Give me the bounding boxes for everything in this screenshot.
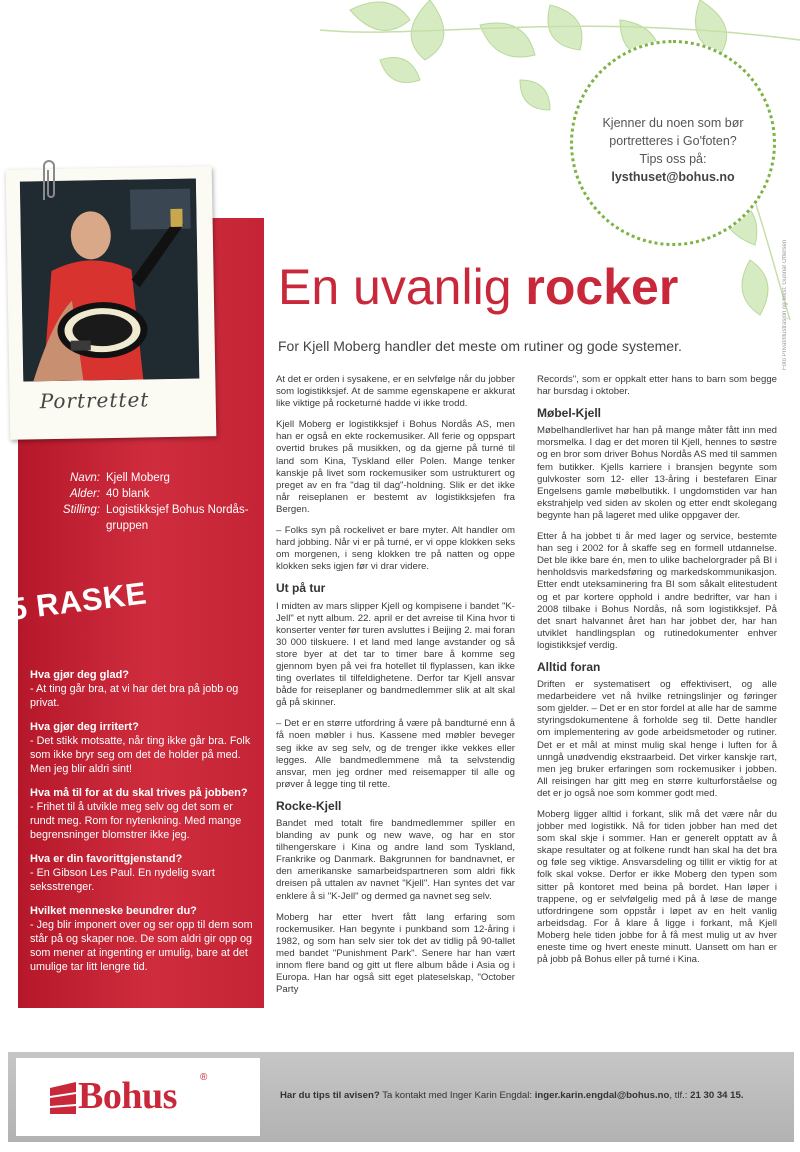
tip-email[interactable]: lysthuset@bohus.no xyxy=(611,170,735,184)
fact-position xyxy=(30,502,255,534)
tip-line-3: Tips oss på: xyxy=(639,152,707,166)
qa-answer: - Frihet til å utvikle meg selv og det som er rundt meg. Rom for nytenkning. Med mange begrensninger blomstrer ikke jeg. xyxy=(30,801,242,841)
photo-credit: Foto Privat/Illustrasjon og tekst: Gunnar Ottersen xyxy=(782,239,788,370)
footer-phone-label: , tlf.: xyxy=(669,1090,691,1101)
qa-question: Hva gjør deg glad? xyxy=(30,669,130,681)
headline-thin: En uvanlig xyxy=(278,259,526,315)
fact-key: Navn: xyxy=(69,472,100,484)
article-paragraph: Moberg ligger alltid i forkant, slik må det være når du jobber med logistikk. Nå for tiden jobber han med det som skal skje i sommer. Han er generelt opptatt av å skape resultater og at folkene rundt han skal ha det bra og føle seg viktige. Ansvarsdeling og tillit er viktig for at folk skal vokse. Derfor er ikke Moberg den typen som sitter på kontoret med beina på bordet. Han løper i trappene, og er selvfølgelig med på å løse de mange utfordringene som oppstår i løpet av en helt vanlig arbeidsdag. For å klare å ligge i forkant, må Kjell Moberg hele tiden jobbe for å få mest mulig ut av hver eneste time og hvert eneste minutt. Uansett om han er på jobb på Bohus eller på turné i Kina. xyxy=(537,809,777,966)
fact-key: Stilling: xyxy=(62,504,100,516)
headline xyxy=(278,252,778,322)
qa-item xyxy=(30,786,254,842)
portrait-label: Portrettet xyxy=(39,387,150,414)
article-column-1 xyxy=(276,374,515,1005)
fact-value: Logistikksjef Bohus Nordås-gruppen xyxy=(106,504,249,532)
polaroid-frame xyxy=(6,166,217,440)
raske-title: 5 RASKE xyxy=(7,575,149,627)
article-paragraph: Møbelhandlerlivet har han på mange måter fått inn med morsmelka. I dag er det moren til Kjell, hennes to søstre og en bror som driver Bohus Nordås AS med til sammen fem butikker. Kjells karriere i bransjen begynte som gulvkoster som 12- eller 13-åring i bestefaren Einar Engelsens gamle møbelbutikk. I ungdomstiden var han ekstrahjelp ved siden av skolen og etter endt skolegang begynte han på lageret med ulike oppgaver der. xyxy=(537,425,777,521)
headline-bold: rocker xyxy=(525,259,679,315)
section-heading: Ut på tur xyxy=(276,581,326,596)
article-paragraph: Etter å ha jobbet ti år med lager og service, bestemte han seg i 2002 for å skaffe seg en formell utdannelse. Det ble ikke bare én, men to ulike bachelorgrader på BI i henholdsvis markedsføring og markedskommunikasjon. Etter endt uteksaminering fra BI som såkalt elitestudent og et par kortere opphold i andre bedrifter, var han i 2008 tilbake i Bohus Nordås, nå som logistikksjef. På det snart halvannet året han har jobbet der, har han utviklet handlingsplan og rutinedokumenter enhver logistikksjef verdig. xyxy=(537,531,777,651)
qa-question: Hvilket menneske beundrer du? xyxy=(30,905,197,917)
section-heading: Rocke-Kjell xyxy=(276,798,342,813)
article-paragraph: Records", som er oppkalt etter hans to barn som begge har bursdag i oktober. xyxy=(537,374,777,398)
article-paragraph: Driften er systematisert og effektivisert, og alle medarbeidere vet nå hvilke retningslinjer og føringer som gjelder. – Det er en stor fordel at alle har de samme styringsdokumentene å forholde seg til. Dette handler om implementering av gode arbeidsmetoder og rutiner. Det er et mål at minst mulig skal henge i luften for å unngå unødvendig ekstraarbeid. Det virker kanskje rart, men jeg bruker erfaringen som rockemusiker i jobben. All reisingen har gitt meg en større kulturforståelse og det er jo også noe som kommer godt med. xyxy=(537,679,777,799)
article-column-2 xyxy=(537,374,777,975)
footer-email[interactable]: inger.karin.engdal@bohus.no xyxy=(534,1090,670,1101)
qa-item xyxy=(30,668,254,710)
qa-answer: - Det stikk motsatte, når ting ikke går bra. Folk som ikke bryr seg om det de holder på med. Men jeg blir aldri sint! xyxy=(30,735,251,775)
registered-mark: ® xyxy=(200,1072,208,1083)
article-paragraph: At det er orden i sysakene, er en selvfølge når du jobber som logistikksjef. At de samme egenskapene er akkurat like viktige på rocketurné hadde vi ikke trodd. xyxy=(276,374,515,410)
qa-question: Hva er din favorittgjenstand? xyxy=(30,853,183,865)
article-paragraph: Moberg har etter hvert fått lang erfaring som rockemusiker. Han begynte i punkband som 12-åring i 1982, og som han selv sier tok det av tidlig på 90-tallet med bandet "Punishment Park". Senere har han vært innom flere band og gitt ut flere album både i Asia og i Europa. Han har også sitt eget plateselskap, "October Party xyxy=(276,911,515,996)
paperclip-icon xyxy=(38,156,60,206)
qa-item xyxy=(30,720,254,776)
quick-questions xyxy=(30,668,254,984)
tip-circle xyxy=(570,40,776,246)
bohus-logo-text: Bohus xyxy=(78,1075,177,1117)
rocker-illustration xyxy=(20,179,199,382)
section-heading: Møbel-Kjell xyxy=(537,406,602,421)
qa-answer: - Jeg blir imponert over og ser opp til dem som står på og skaper noe. De som aldri gir opp og som mener at ingenting er umulig, bare at det umulige tar litt lengre tid. xyxy=(30,919,253,973)
section-heading: Alltid foran xyxy=(537,659,601,674)
lead-paragraph: For Kjell Moberg handler det meste om rutiner og gode systemer. xyxy=(278,338,682,354)
fact-name xyxy=(30,470,255,486)
footer-contact-text: Ta kontakt med Inger Karin Engdal: xyxy=(379,1090,535,1101)
article-paragraph: – Det er en større utfordring å være på bandturné enn å få noen møbler i hus. Kassene med møbler beveger seg ikke av seg selv, og de trenger ikke vekkes eller legges. Alle bandmedlemmene må ta selvstendig ansvar, men jeg ordner med reisemapper til alle og prøver å legge ting til rette. xyxy=(276,718,515,790)
fact-age xyxy=(30,486,255,502)
article-paragraph: I midten av mars slipper Kjell og kompisene i bandet "K-Jell" et nytt album. 22. april er det avreise til Kina hvor ti konserter venter før turen avsluttes i Beijing 2. mai foran 30 000 tilskuere. I et land med lange avstander og så store byer at det tar to timer bare å komme seg gjennom byen på vei fra hotellet til flyplassen, kan ikke ting overlates til tilfeldighetene. Derfor tar Kjell ansvar både for reiseplaner og bandmedlemmer slik at alt skal gå på skinner. xyxy=(276,600,515,709)
qa-item xyxy=(30,852,254,894)
fact-value: Kjell Moberg xyxy=(106,472,170,484)
footer-phone: 21 30 34 15. xyxy=(690,1090,744,1101)
fact-key: Alder: xyxy=(69,488,100,500)
qa-question: Hva gjør deg irritert? xyxy=(30,721,139,733)
facts-list xyxy=(30,470,255,534)
article-paragraph: – Folks syn på rockelivet er bare myter. Alt handler om hard jobbing. Når vi er på turné, er vi oppe klokken seks om morgenen, i seng klokken tre på natten og oppe klokken seks igjen før vi drar videre. xyxy=(276,525,515,573)
portrait-photo xyxy=(20,179,199,382)
qa-answer: - En Gibson Les Paul. En nydelig svart seksstrenger. xyxy=(30,867,215,893)
footer-question: Har du tips til avisen? xyxy=(280,1090,380,1101)
fact-value: 40 blank xyxy=(106,488,150,500)
tip-line-1: Kjenner du noen som bør xyxy=(602,116,744,130)
qa-question: Hva må til for at du skal trives på jobben? xyxy=(30,787,248,799)
bohus-mark-icon xyxy=(50,1080,80,1114)
article-paragraph: Bandet med totalt fire bandmedlemmer spiller en blanding av punk og new wave, og har en stor tilhengerskare i Kina og andre land som Tyskland, Frankrike og Danmark. Bakgrunnen for bandnavnet, er den amerikanske samarbeidspartneren som aldri fikk dreisen på uttalen av navnet "Kjell". Han syntes det var enklere å si "K-Jell" og dermed ga navnet seg selv. xyxy=(276,818,515,902)
qa-answer: - At ting går bra, at vi har det bra på jobb og privat. xyxy=(30,683,239,709)
qa-item xyxy=(30,904,254,974)
bohus-logo xyxy=(50,1074,230,1124)
tip-line-2: portretteres i Go'foten? xyxy=(609,134,737,148)
article-paragraph: Kjell Moberg er logistikksjef i Bohus Nordås AS, men han er også en ekte rockemusiker. All ferie og oppspart overtid brukes på musikken, og da gjerne på turné til land som Kina, Tyskland eller Polen. Mange tenker kanskje på livet som rockemusiker som ustrukturert og preget av en fra "dag til dag"-holdning. Slik er det ikke når reiseplanen er bestemt av logistikksjefen fra Bergen. xyxy=(276,419,515,515)
footer-contact xyxy=(280,1090,790,1101)
